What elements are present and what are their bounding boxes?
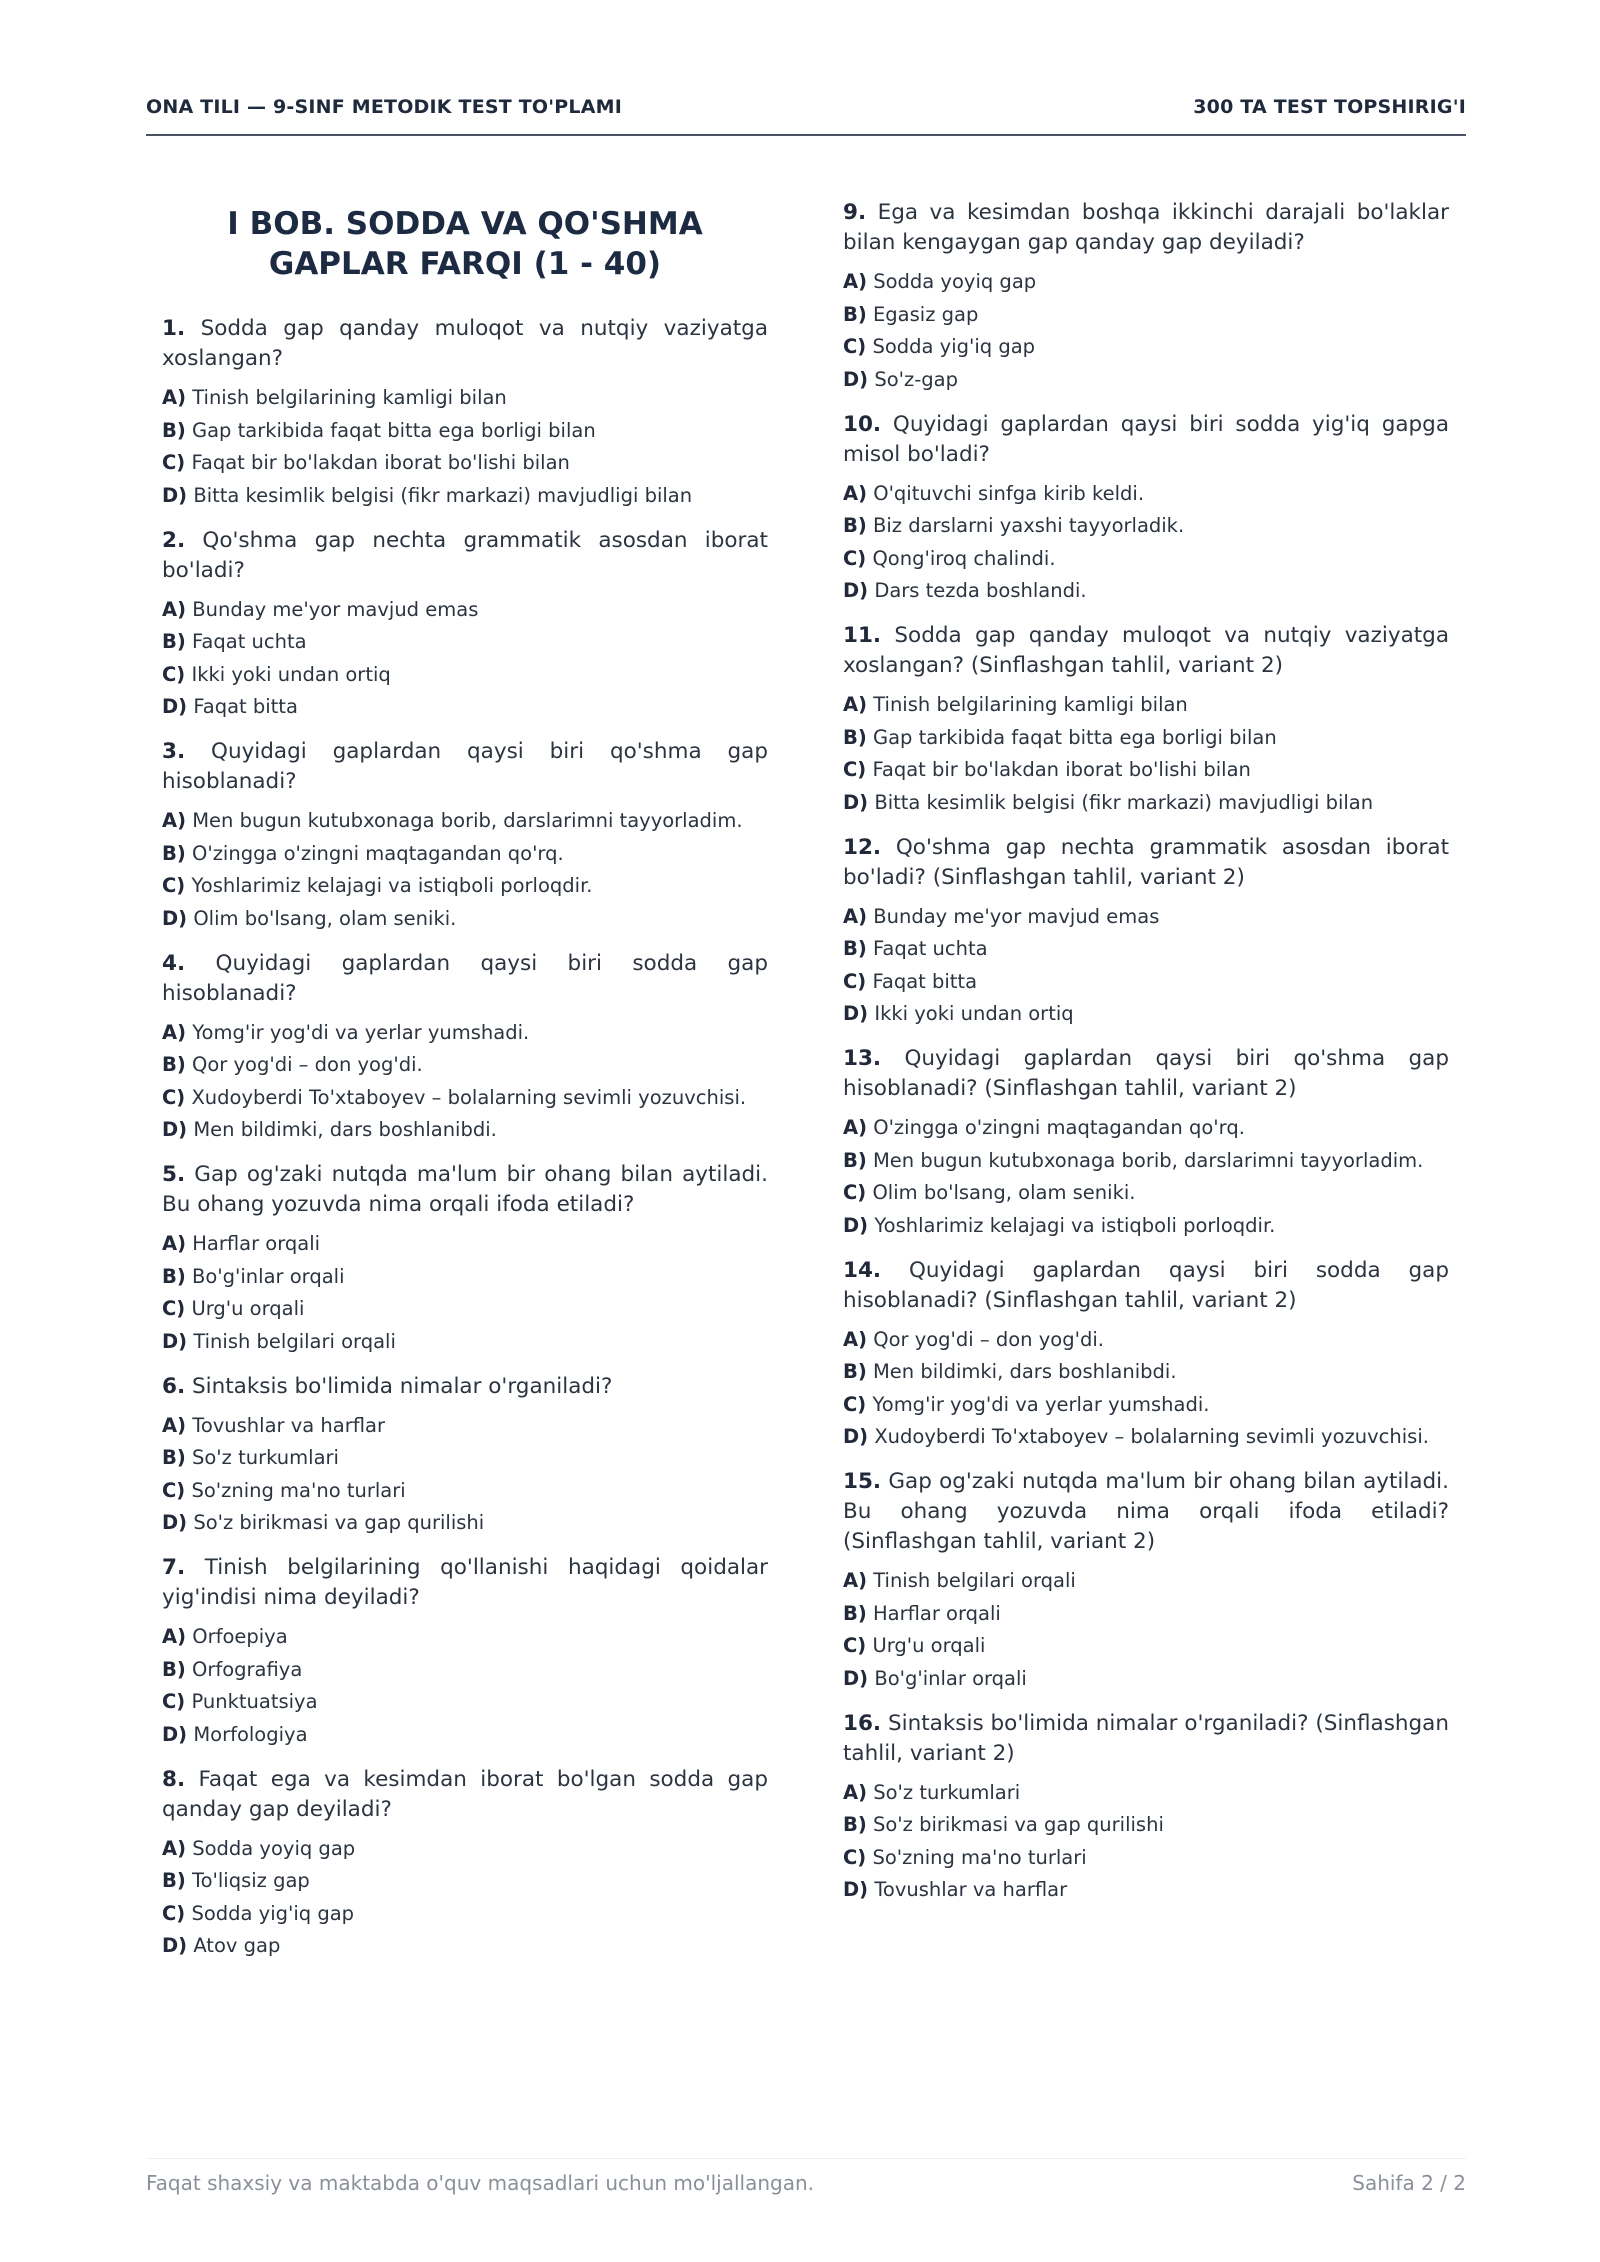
option-text: So'zning ma'no turlari (872, 1845, 1087, 1869)
option-text: Men bugun kutubxonaga borib, darslarimni tayyorladim. (192, 809, 743, 832)
option-letter: B) (162, 418, 186, 442)
question-number: 5. (162, 1162, 186, 1187)
answer-option (843, 545, 1449, 572)
option-letter: D) (162, 695, 188, 718)
option-letter: C) (162, 874, 186, 897)
option-text: Tinish belgilarining kamligi bilan (873, 693, 1188, 716)
option-letter: D) (843, 1666, 869, 1690)
option-letter: D) (162, 1118, 188, 1141)
question-body: Qo'shma gap nechta grammatik asosdan iborat bo'ladi? (Sinflashgan tahlil, variant 2) (843, 834, 1449, 890)
answer-option (843, 301, 1449, 328)
option-letter: C) (843, 969, 867, 993)
question-number: 12. (843, 834, 882, 860)
question-body: Faqat ega va kesimdan iborat bo'lgan sodda gap qanday gap deyiladi? (162, 1766, 768, 1822)
option-letter: C) (843, 1634, 867, 1657)
option-text: Qong'iroq chalindi. (872, 546, 1056, 570)
answer-option (843, 480, 1449, 507)
answer-option (843, 1665, 1449, 1692)
option-text: Bo'g'inlar orqali (191, 1264, 345, 1288)
question-number: 1. (162, 316, 186, 341)
question-block (843, 198, 1449, 393)
option-text: Gap tarkibida faqat bitta ega borligi bilan (191, 418, 596, 442)
question-text (162, 526, 768, 586)
answer-option (162, 384, 768, 411)
answer-option (162, 1328, 768, 1355)
answer-option (162, 1084, 768, 1111)
option-letter: B) (843, 725, 867, 749)
option-text: Qor yog'di – don yog'di. (191, 1053, 423, 1076)
option-letter: A) (162, 597, 187, 621)
option-letter: A) (843, 1569, 868, 1592)
question-block (162, 949, 768, 1144)
answer-options (843, 1326, 1449, 1451)
question-block (162, 1160, 768, 1355)
option-text: Sodda yoyiq gap (192, 1836, 356, 1860)
answer-option (843, 1600, 1449, 1627)
question-text (162, 1553, 768, 1613)
option-letter: C) (843, 758, 867, 781)
answer-option (843, 968, 1449, 995)
option-letter: C) (843, 1392, 867, 1416)
option-text: Ikki yoki undan ortiq (191, 662, 391, 686)
answer-option (162, 1295, 768, 1322)
option-letter: D) (843, 1213, 869, 1237)
question-number: 3. (162, 739, 186, 764)
question-text (162, 737, 768, 797)
option-text: Bitta kesimlik belgisi (fikr markazi) mavjudligi bilan (193, 483, 693, 507)
option-text: Xudoyberdi To'xtaboyev – bolalarning sevimli yozuvchisi. (191, 1085, 747, 1109)
option-text: Tinish belgilari orqali (193, 1329, 396, 1353)
answer-options (162, 1412, 768, 1537)
question-text (843, 1044, 1449, 1104)
answer-option (162, 1444, 768, 1471)
answer-option (162, 1900, 768, 1927)
question-number: 9. (843, 200, 867, 225)
answer-options (843, 1114, 1449, 1239)
answer-option (162, 1019, 768, 1046)
footer-disclaimer: Faqat shaxsiy va maktabda o'quv maqsadlari uchun mo'ljallangan. (146, 2171, 815, 2195)
question-number: 15. (843, 1469, 882, 1494)
option-text: So'z turkumlari (873, 1780, 1021, 1804)
answer-option (162, 905, 768, 932)
option-letter: A) (843, 904, 868, 928)
answer-option (162, 1835, 768, 1862)
question-number: 10. (843, 411, 882, 437)
question-text (843, 1467, 1449, 1557)
answer-option (843, 1811, 1449, 1838)
answer-option (162, 1656, 768, 1683)
answer-option (162, 840, 768, 867)
question-text (843, 198, 1449, 258)
option-text: Men bildimki, dars boshlanibdi. (193, 1118, 497, 1141)
question-text (162, 1372, 768, 1402)
answer-option (162, 1688, 768, 1715)
option-letter: D) (162, 1329, 188, 1353)
option-text: Morfologiya (193, 1722, 308, 1746)
question-body: Qo'shma gap nechta grammatik asosdan iborat bo'ladi? (162, 527, 768, 583)
option-letter: D) (843, 367, 869, 391)
option-letter: D) (843, 1878, 869, 1901)
option-letter: D) (162, 1722, 188, 1746)
answer-options (843, 268, 1449, 393)
answer-options (162, 1230, 768, 1355)
answer-options (843, 1779, 1449, 1904)
option-text: Sodda yoyiq gap (873, 270, 1037, 293)
question-body: Quyidagi gaplardan qaysi biri sodda yig'iq gapga misol bo'ladi? (843, 411, 1449, 467)
answer-option (843, 1179, 1449, 1206)
option-letter: C) (162, 1085, 186, 1109)
question-text (843, 410, 1449, 470)
question-body: Quyidagi gaplardan qaysi biri qo'shma gap hisoblanadi? (162, 739, 768, 794)
answer-option (843, 1358, 1449, 1385)
option-text: Faqat bir bo'lakdan iborat bo'lishi bilan (872, 758, 1251, 781)
answer-options (162, 596, 768, 721)
question-number: 2. (162, 527, 186, 553)
chapter-title: I BOB. SODDA VA QO'SHMA GAPLAR FARQI (1 - 40) (227, 206, 703, 282)
option-text: Orfoepiya (192, 1625, 288, 1648)
question-block (843, 1044, 1449, 1239)
option-text: Qor yog'di – don yog'di. (873, 1327, 1104, 1351)
option-letter: C) (162, 1690, 186, 1713)
answer-options (162, 807, 768, 932)
option-letter: A) (162, 1836, 187, 1860)
option-text: Dars tezda boshlandi. (874, 579, 1087, 602)
option-text: O'zingga o'zingni maqtagandan qo'rq. (191, 841, 564, 865)
question-number: 13. (843, 1046, 882, 1071)
option-letter: D) (843, 1425, 869, 1448)
question-text (162, 949, 768, 1009)
answer-options (162, 1835, 768, 1960)
answer-option (162, 661, 768, 688)
option-text: Faqat uchta (191, 630, 307, 653)
question-block (162, 526, 768, 721)
option-letter: B) (843, 302, 867, 326)
answer-option (162, 872, 768, 899)
option-text: Yoshlarimiz kelajagi va istiqboli porloqdir. (191, 874, 593, 897)
option-letter: B) (162, 1264, 186, 1288)
option-letter: D) (162, 906, 188, 930)
option-text: Bo'g'inlar orqali (874, 1666, 1027, 1690)
option-letter: B) (843, 514, 867, 537)
answer-option (162, 1721, 768, 1748)
option-text: Xudoyberdi To'xtaboyev – bolalarning sevimli yozuvchisi. (874, 1425, 1429, 1448)
option-text: Men bugun kutubxonaga borib, darslarimni tayyorladim. (872, 1148, 1424, 1172)
answer-option (843, 333, 1449, 360)
option-text: Harflar orqali (192, 1232, 321, 1255)
answer-option (843, 577, 1449, 604)
option-letter: C) (843, 546, 867, 570)
answer-option (162, 1116, 768, 1143)
option-letter: B) (162, 841, 186, 865)
option-letter: C) (162, 451, 186, 474)
option-text: Yoshlarimiz kelajagi va istiqboli porloqdir. (874, 1213, 1276, 1237)
answer-option (162, 482, 768, 509)
option-text: Urg'u orqali (191, 1297, 305, 1320)
answer-options (162, 384, 768, 509)
page-footer (146, 2158, 1466, 2195)
answer-option (843, 512, 1449, 539)
answer-option (843, 268, 1449, 295)
option-letter: D) (843, 579, 869, 602)
option-text: Faqat bitta (872, 969, 978, 993)
option-letter: B) (843, 1813, 867, 1836)
question-body: Tinish belgilarining qo'llanishi haqidagi qoidalar yig'indisi nima deyiladi? (162, 1555, 768, 1610)
question-body: Quyidagi gaplardan qaysi biri sodda gap hisoblanadi? (Sinflashgan tahlil, variant 2) (843, 1257, 1449, 1313)
option-text: Sodda yig'iq gap (191, 1901, 355, 1925)
question-body: Sodda gap qanday muloqot va nutqiy vaziyatga xoslangan? (162, 316, 768, 371)
answer-option (843, 1632, 1449, 1659)
question-number: 6. (162, 1373, 186, 1399)
question-block (162, 1372, 768, 1537)
option-letter: A) (162, 809, 187, 832)
question-block (843, 1467, 1449, 1692)
question-block (162, 1765, 768, 1960)
left-column (162, 198, 768, 1976)
option-letter: D) (162, 483, 188, 507)
question-block (843, 833, 1449, 1028)
option-text: Orfografiya (191, 1657, 303, 1681)
question-number: 4. (162, 950, 186, 976)
option-text: Ikki yoki undan ortiq (874, 1002, 1074, 1025)
option-text: Punktuatsiya (191, 1690, 318, 1713)
answer-option (843, 1000, 1449, 1027)
option-letter: B) (843, 1601, 867, 1625)
answer-option (162, 628, 768, 655)
option-text: Sodda yig'iq gap (872, 335, 1036, 358)
option-text: Tinish belgilari orqali (873, 1569, 1076, 1592)
option-text: Urg'u orqali (872, 1634, 986, 1657)
option-text: Tovushlar va harflar (874, 1878, 1068, 1901)
option-letter: C) (162, 1901, 186, 1925)
question-block (162, 1553, 768, 1748)
option-text: Tinish belgilarining kamligi bilan (192, 386, 507, 409)
question-body: Gap og'zaki nutqda ma'lum bir ohang bilan aytiladi. Bu ohang yozuvda nima orqali ifoda etiladi? (162, 1162, 768, 1217)
option-text: Biz darslarni yaxshi tayyorladik. (872, 514, 1185, 537)
question-number: 11. (843, 623, 882, 648)
option-text: So'z turkumlari (191, 1446, 339, 1469)
answer-option (843, 903, 1449, 930)
option-letter: C) (162, 662, 186, 686)
option-letter: A) (843, 693, 868, 716)
question-body: Sodda gap qanday muloqot va nutqiy vaziyatga xoslangan? (Sinflashgan tahlil, variant 2) (843, 623, 1450, 678)
question-block (162, 314, 768, 509)
option-letter: A) (843, 1116, 868, 1139)
option-text: Faqat uchta (872, 937, 988, 960)
question-number: 7. (162, 1555, 186, 1580)
answer-option (162, 1412, 768, 1439)
option-letter: B) (843, 1360, 867, 1383)
option-text: Bunday me'yor mavjud emas (873, 904, 1160, 928)
option-text: Gap tarkibida faqat bitta ega borligi bilan (872, 725, 1277, 749)
option-letter: B) (162, 1657, 186, 1681)
answer-option (843, 1114, 1449, 1141)
option-text: Olim bo'lsang, olam seniki. (193, 906, 457, 930)
answer-option (843, 756, 1449, 783)
option-letter: C) (843, 1845, 867, 1869)
answer-options (843, 480, 1449, 605)
option-letter: A) (843, 481, 868, 505)
question-body: Quyidagi gaplardan qaysi biri sodda gap hisoblanadi? (162, 950, 768, 1006)
option-text: Yomg'ir yog'di va yerlar yumshadi. (192, 1020, 530, 1044)
question-text (162, 314, 768, 374)
answer-option (162, 1230, 768, 1257)
right-column (843, 198, 1449, 1976)
question-block (843, 1709, 1449, 1904)
answer-option (843, 1212, 1449, 1239)
option-text: Men bildimki, dars boshlanibdi. (872, 1360, 1177, 1383)
answer-option (843, 1567, 1449, 1594)
option-text: Egasiz gap (872, 302, 979, 326)
option-letter: A) (162, 386, 187, 409)
option-text: Atov gap (193, 1934, 281, 1957)
option-letter: B) (843, 1148, 867, 1172)
option-letter: A) (162, 1232, 187, 1255)
answer-option (162, 1477, 768, 1504)
answer-options (843, 1567, 1449, 1692)
option-letter: B) (162, 1446, 186, 1469)
option-text: Yomg'ir yog'di va yerlar yumshadi. (872, 1392, 1210, 1416)
option-text: O'qituvchi sinfga kirib keldi. (873, 481, 1145, 505)
option-letter: B) (162, 1869, 186, 1892)
question-text (843, 1709, 1449, 1769)
option-letter: A) (843, 1327, 868, 1351)
option-letter: A) (162, 1625, 187, 1648)
option-text: O'zingga o'zingni maqtagandan qo'rq. (873, 1116, 1245, 1139)
answer-option (843, 1147, 1449, 1174)
answer-option (162, 1623, 768, 1650)
answer-option (843, 1423, 1449, 1450)
answer-option (843, 1844, 1449, 1871)
answer-option (843, 691, 1449, 718)
answer-option (843, 789, 1449, 816)
option-letter: A) (162, 1020, 187, 1044)
page-header (146, 96, 1466, 136)
answer-option (162, 596, 768, 623)
question-block (843, 621, 1449, 816)
option-text: Harflar orqali (872, 1601, 1001, 1625)
option-text: To'liqsiz gap (191, 1869, 310, 1892)
answer-option (843, 1391, 1449, 1418)
answer-option (843, 366, 1449, 393)
option-text: Olim bo'lsang, olam seniki. (872, 1181, 1136, 1204)
answer-options (162, 1623, 768, 1748)
header-test-count: 300 TA TEST TOPSHIRIG'I (1193, 96, 1466, 118)
question-body: Sintaksis bo'limida nimalar o'rganiladi? (Sinflashgan tahlil, variant 2) (843, 1710, 1449, 1766)
option-letter: D) (843, 790, 869, 814)
question-text (843, 621, 1449, 681)
answer-option (162, 449, 768, 476)
question-body: Sintaksis bo'limida nimalar o'rganiladi? (191, 1373, 613, 1399)
option-letter: A) (843, 1780, 868, 1804)
option-letter: C) (162, 1297, 186, 1320)
option-letter: C) (843, 1181, 867, 1204)
question-body: Quyidagi gaplardan qaysi biri qo'shma gap hisoblanadi? (Sinflashgan tahlil, variant 2) (843, 1046, 1449, 1101)
option-text: Tovushlar va harflar (192, 1413, 386, 1437)
question-text (162, 1160, 768, 1220)
answer-option (843, 724, 1449, 751)
question-text (843, 1256, 1449, 1316)
question-text (162, 1765, 768, 1825)
answer-option (843, 1779, 1449, 1806)
option-letter: C) (162, 1478, 186, 1502)
option-letter: D) (162, 1934, 188, 1957)
option-text: Faqat bir bo'lakdan iborat bo'lishi bilan (191, 451, 570, 474)
question-block (843, 410, 1449, 605)
answer-options (843, 903, 1449, 1028)
answer-option (843, 935, 1449, 962)
option-text: Bitta kesimlik belgisi (fikr markazi) mavjudligi bilan (874, 790, 1374, 814)
answer-option (162, 1867, 768, 1894)
question-block (162, 737, 768, 932)
option-letter: B) (162, 630, 186, 653)
option-letter: A) (843, 270, 868, 293)
option-text: Bunday me'yor mavjud emas (192, 597, 479, 621)
option-letter: D) (162, 1511, 188, 1534)
option-text: So'zning ma'no turlari (191, 1478, 406, 1502)
option-letter: C) (843, 335, 867, 358)
page-number: Sahifa 2 / 2 (1352, 2171, 1466, 2195)
question-number: 16. (843, 1710, 882, 1736)
option-letter: B) (843, 937, 867, 960)
answer-option (162, 693, 768, 720)
question-block (843, 1256, 1449, 1451)
question-body: Gap og'zaki nutqda ma'lum bir ohang bilan aytiladi. Bu ohang yozuvda nima orqali ifoda etiladi? (Sinflashgan tahlil, variant 2) (843, 1469, 1449, 1554)
question-body: Ega va kesimdan boshqa ikkinchi darajali bo'laklar bilan kengaygan gap qanday gap deyiladi? (843, 200, 1449, 255)
question-number: 14. (843, 1257, 882, 1283)
answer-option (843, 1326, 1449, 1353)
answer-option (162, 1932, 768, 1959)
answer-options (843, 691, 1449, 816)
answer-option (162, 1263, 768, 1290)
answer-options (162, 1019, 768, 1144)
answer-option (162, 1051, 768, 1078)
content-columns (162, 198, 1449, 1976)
answer-option (162, 807, 768, 834)
answer-option (843, 1876, 1449, 1903)
answer-option (162, 1509, 768, 1536)
question-number: 8. (162, 1766, 186, 1792)
option-letter: D) (843, 1002, 869, 1025)
option-text: So'z birikmasi va gap qurilishi (193, 1511, 485, 1534)
option-text: Faqat bitta (193, 695, 298, 718)
option-text: So'z birikmasi va gap qurilishi (872, 1813, 1164, 1836)
option-letter: B) (162, 1053, 186, 1076)
option-letter: A) (162, 1413, 187, 1437)
question-text (843, 833, 1449, 893)
header-title: ONA TILI — 9-SINF METODIK TEST TO'PLAMI (146, 96, 622, 118)
option-text: So'z-gap (874, 367, 958, 391)
answer-option (162, 417, 768, 444)
